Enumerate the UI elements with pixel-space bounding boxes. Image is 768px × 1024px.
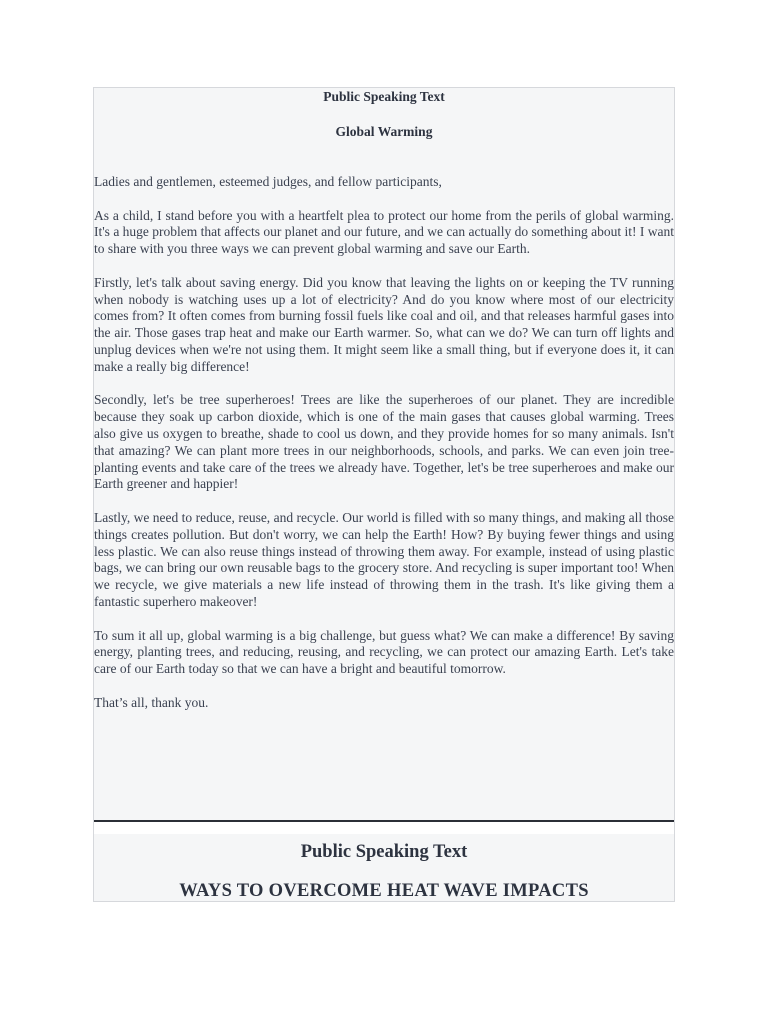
page-heading: Public Speaking Text [323, 89, 445, 104]
page-gap [94, 822, 674, 834]
document-viewer[interactable] [93, 87, 675, 902]
speech-title: WAYS TO OVERCOME HEAT WAVE IMPACTS [179, 881, 589, 901]
speech-body [94, 174, 674, 728]
speech-title: Global Warming [335, 124, 433, 139]
document-page-1 [94, 88, 675, 820]
paragraph-closing: That’s all, thank you. [94, 694, 209, 710]
paragraph-trees: Secondly, let's be tree superheroes! Trees are like the superheroes of our planet. They are incredible because they soak up carbon dioxide, which is one of the main gases that causes global warming. Trees also give us oxygen to breathe, shade to cool us down, and they provide homes for so many animals. Isn't that amazing? We can plant more trees in our neighborhoods, schools, and parks. We can even join tree-planting events and take care of the trees we already have. Together, let's be tree superheroes and make our Earth greener and happier! [94, 392, 674, 492]
paragraph-salutation: Ladies and gentlemen, esteemed judges, and fellow participants, [94, 174, 442, 189]
page-heading: Public Speaking Text [300, 842, 468, 862]
paragraph-intro: As a child, I stand before you with a heartfelt plea to protect our home from the perils of global warming. It's a huge problem that affects our planet and our future, and we can actually do something about it! I want to share with you three ways we can prevent global warming and save our Earth. [94, 207, 674, 257]
paragraph-saving-energy: Firstly, let's talk about saving energy. Did you know that leaving the lights on or keeping the TV running when nobody is watching uses up a lot of electricity? And do you know where most of our electricity comes from? It often comes from burning fossil fuels like coal and oil, and that releases harmful gases into the air. Those gases trap heat and make our Earth warmer. So, what can we do? We can turn off lights and unplug devices when we're not using them. It might seem like a small thing, but if everyone does it, it can make a really big difference! [94, 274, 674, 374]
paragraph-conclusion: To sum it all up, global warming is a big challenge, but guess what? We can make a difference! By saving energy, planting trees, and reducing, reusing, and recycling, we can protect our amazing Earth. Let's take care of our Earth today so that we can have a bright and beautiful tomorrow. [94, 627, 674, 677]
document-page-2 [94, 834, 674, 902]
paragraph-recycle: Lastly, we need to reduce, reuse, and recycle. Our world is filled with so many things, and making all those things creates pollution. But don't worry, we can help the Earth! How? By buying fewer things and using less plastic. We can also reuse things instead of throwing them away. For example, instead of using plastic bags, we can bring our own reusable bags to the grocery store. And recycling is super important too! When we recycle, we give materials a new life instead of throwing them in the trash. It's like giving them a fantastic superhero makeover! [94, 509, 674, 609]
